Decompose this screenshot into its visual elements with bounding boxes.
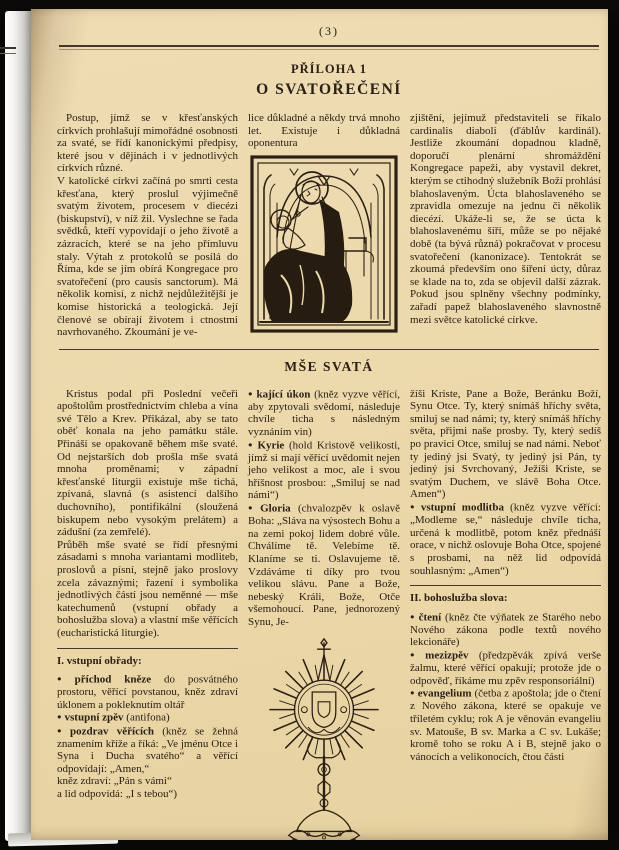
paragraph: zjištění, jejímuž představiteli se říkalo cardinalis diaboli (ďáblův kardinál). Jestliže zkoumání dopadnou kladně, doporučí plenární shromáždění Kongregace papeži, aby vystavil dekret, kterým se ctihodný služebník Boží prohlásí blahoslaveným. Úcta blahoslaveného se zpravidla omezuje na jednu či několik diecézí. Ukáže-li se, že se úcta k blahoslavenému šíří, může se po nějaké době (ta bývá různá) pokračovat v procesu svatořečení (kanonizace). Tentokrát se zkoumá především ono šíření úcty, důraz se klade na to, zda se objevil další zázrak. Pokud jsou splněny všechny podmínky, zařadí papež blahoslaveného slavnostně mezi světce katolické církve. xyxy=(410,112,601,326)
bullet-item xyxy=(57,725,238,776)
item-text: do posvátného prostoru, věřící povstanou, kněz zdraví úklonem a pokleknutím oltář xyxy=(57,673,238,711)
paragraph: Průběh mše svaté se řídí přesnými zásadami s mnoha variantami modliteb, proslovů a písní, stejně jako proslovy zcela závaznými; řazení i symbolika jednotlivých částí jsou neměnné — mše katechumenů (vstupní obřady a bohoslužba slova) a vlastní mše věřících (eucharistická liturgie). xyxy=(57,538,238,639)
item-term: evangelium xyxy=(417,687,472,700)
bullet-item xyxy=(410,501,601,577)
paragraph: Postup, jímž se v křesťanských církvích prohlašují mimořádné osobnosti za svaté, se řídí kanonickými předpisy, které jsou v dějinách i v jednotlivých církvích různé. xyxy=(57,112,238,175)
column-2 xyxy=(248,388,400,840)
bullet-item xyxy=(410,649,601,687)
item-text: (antifona) xyxy=(123,711,170,724)
column-1 xyxy=(57,112,238,339)
bullet-item xyxy=(57,711,238,724)
appendix-kicker: PŘÍLOHA 1 xyxy=(290,62,368,76)
column-2 xyxy=(248,112,400,339)
section-svatoreceni xyxy=(57,112,601,339)
paragraph: žíši Kriste, Pane a Bože, Beránku Boží, Synu Otce. Ty, který snímáš hříchy světa, smiluj se nad námi; ty, který snímáš hříchy světa, přijmi naše prosby. Ty, který sedíš po pravici Otce, smiluj se nad námi. Neboť ty jediný jsi Svatý, ty jediný jsi Pán, ty jediný jsi Svrchovaný, Ježíši Kriste, se svatým Duchem, ve slávě Boha Otce. Amen“) xyxy=(410,387,601,501)
subsection-heading: I. vstupní obřady: xyxy=(57,654,142,667)
item-term: vstupní zpěv xyxy=(64,711,124,724)
item-text: (hold Kristově velikosti, jímž si mají věřící uvědomit nejen jeho velikost a moc, ale i svou hříšnost prosbou: „Smiluj se nad námi“) xyxy=(248,439,401,502)
section-title-svatoreceni: O SVATOŘEČENÍ xyxy=(256,81,402,98)
column-1 xyxy=(57,388,238,840)
dialogue-line: a lid odpovídá: „I s tebou“) xyxy=(57,788,178,800)
book-page xyxy=(31,9,608,840)
bullet-icon: ● xyxy=(410,688,415,698)
bullet-item xyxy=(57,673,238,711)
item-term: Kyrie xyxy=(257,439,285,452)
page-number: (3) xyxy=(319,24,339,38)
item-text: (kněz vyzve věřící: „Modleme se,“ následuje chvíle ticha, určená k modlitbě, potom kněz přednáší orace, v nichž oslovuje Boha Otce, spojené s prosbami, na něž lid odpovídá souhlasným: „Amen“) xyxy=(410,501,601,577)
bullet-icon: ● xyxy=(57,674,72,684)
bullet-icon: ● xyxy=(410,649,423,659)
bullet-icon: ● xyxy=(410,502,418,512)
subsection-rule xyxy=(410,585,601,586)
bullet-item xyxy=(248,439,400,502)
page-content xyxy=(57,22,601,834)
bullet-item xyxy=(248,502,400,628)
paragraph: Kristus podal při Poslední večeři apoštolům prostřednictvím chleba a vína své Tělo a Krev. Přikázal, aby se tato oběť konala na jeho památku stále. Přináší se opakovaně během mše svaté. Od nejstarších dob prošla mše svatá mnoha proměnami; v západní křesťanské liturgii existuje mše tichá, zpívaná, slavná (s asistencí dalšího duchovního), pontifikální (sloužená biskupem nebo vysokým prelátem) a zádušní (za zemřelé). xyxy=(57,387,238,539)
column-3 xyxy=(410,388,601,840)
item-text: (předzpěvák zpívá verše žalmu, které věřící opakují; protože jde o odpověď, říkáme mu zpěv responsoriální) xyxy=(410,649,602,687)
paragraph: V katolické církvi začíná po smrti cesta křesťana, který proslul výjimečně svatým životem, procesem v diecézi (biskupství), v níž žil. Vyslechne se řada svědků, kteří vypovídají o jeho životě a zázracích, které se na jeho přímluvu staly. Výtah z protokolů se posílá do Říma, kde se jím obírá Kongregace pro svatořečení (pro causis sanctorum). Má několik komisí, z nichž nejdůležitější je komise historická a teologická. Její členové se obírají životem i ctnostmi navrhovaného. Zkoumání je ve- xyxy=(57,174,238,339)
bullet-item xyxy=(410,687,601,763)
item-text: (kněz čte výňatek ze Starého nebo Nového zákona podle textů nového lekcionáře) xyxy=(410,611,601,649)
item-text: (kněz vyzve věřící, aby zpytovali svědomí, následuje chvíle ticha s následným vyznáním vin) xyxy=(248,388,400,438)
item-term: Gloria xyxy=(260,502,291,515)
page-edge-stack xyxy=(5,11,32,841)
item-term: pozdrav věřících xyxy=(70,725,155,738)
section-mse-svata xyxy=(57,388,601,840)
underlying-page-rule xyxy=(0,47,16,54)
bullet-item xyxy=(248,388,400,439)
bullet-icon: ● xyxy=(410,611,416,621)
bullet-icon: ● xyxy=(57,712,62,722)
item-term: vstupní modlitba xyxy=(420,501,504,514)
subsection-rule xyxy=(57,648,238,649)
subsection-heading: II. bohoslužba slova: xyxy=(410,592,508,605)
item-term: kající úkon xyxy=(256,388,311,401)
item-text: (kněz se žehná znamením kříže a říká: „Ve jménu Otce i Syna i Ducha svatého“ a věřící odpovídají: „Amen,“ xyxy=(57,725,238,775)
section-divider-rule xyxy=(59,349,599,350)
item-term: příchod kněze xyxy=(74,673,152,686)
item-text: (četba z apoštola; jde o čtení z Nového zákona, které se opakuje ve tříletém cyklu; rok A je věnován evangeliu sv. Matouše, B sv. Marka a C sv. Lukáše; kromě toho se roku A i B, stejně jako o vánocích a velikonocích, čtou části xyxy=(410,687,601,763)
section-title-mse-svata: MŠE SVATÁ xyxy=(284,358,374,374)
bullet-icon: ● xyxy=(248,439,255,449)
header-rule xyxy=(59,45,599,50)
item-term: mezizpěv xyxy=(425,649,469,662)
item-text: (chvalozpěv k oslavě Boha: „Sláva na výsostech Bohu a na zemi pokoj lidem dobré vůle. Chválíme tě. Velebíme tě. Klaníme se ti. Oslavujeme tě. Vzdáváme ti díky pro tvou velikou slávu. Pane a Bože, nebeský Králi, Bože, Otče všemohoucí. Pane, jednorozený Synu, Je- xyxy=(248,502,400,628)
bullet-item xyxy=(410,611,601,649)
madonna-and-child-woodcut-illustration xyxy=(250,155,398,333)
monstrance-woodcut-illustration xyxy=(265,633,383,840)
column-3 xyxy=(410,112,601,339)
paragraph: lice důkladné a někdy trvá mnoho let. Existuje i důkladná oponentura xyxy=(248,112,400,150)
bullet-icon: ● xyxy=(248,388,254,398)
item-term: čtení xyxy=(418,611,442,624)
dialogue-line: kněz zdraví: „Pán s vámi“ xyxy=(57,775,172,788)
bullet-icon: ● xyxy=(248,503,258,513)
bullet-icon: ● xyxy=(57,725,68,735)
